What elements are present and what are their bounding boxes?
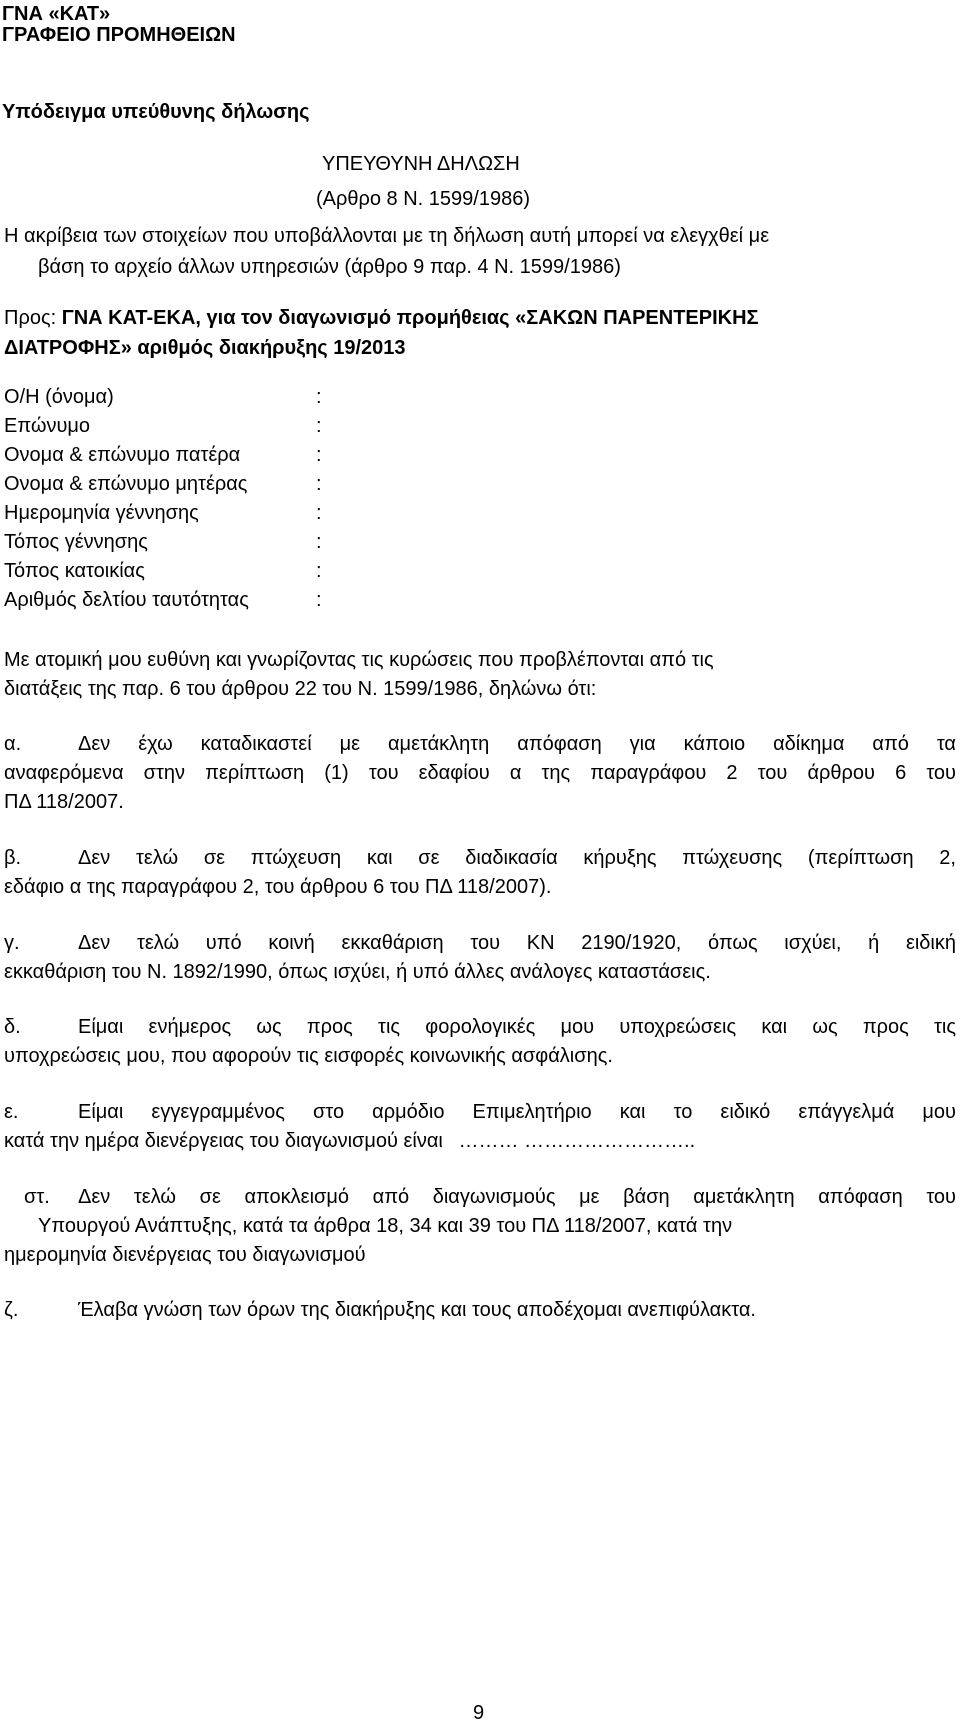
field-label-residence: Τόπος κατοικίας	[4, 560, 145, 582]
field-colon: :	[316, 560, 322, 582]
item-e-marker: ε.	[4, 1101, 19, 1123]
field-colon: :	[316, 531, 322, 553]
doc-title: Υπόδειγμα υπεύθυνης δήλωσης	[2, 101, 310, 123]
item-a-line2: αναφερόμενα στην περίπτωση (1) του εδαφίου α της παραγράφου 2 του άρθρου 6 του	[4, 762, 956, 784]
field-colon: :	[316, 502, 322, 524]
field-label-birthdate: Ημερομηνία γέννησης	[4, 502, 199, 524]
item-c-line2: εκκαθάριση του Ν. 1892/1990, όπως ισχύει, ή υπό άλλες ανάλογες καταστάσεις.	[4, 961, 711, 983]
item-c-line1: Δεν τελώ υπό κοινή εκκαθάριση του ΚΝ 2190/1920, όπως ισχύει, ή ειδική	[78, 932, 956, 954]
field-label-mother: Ονομα & επώνυμο μητέρας	[4, 473, 248, 495]
field-label-father: Ονομα & επώνυμο πατέρα	[4, 444, 241, 466]
declaration-note-line2: βάση το αρχείο άλλων υπηρεσιών (άρθρο 9 παρ. 4 Ν. 1599/1986)	[38, 256, 621, 278]
item-d-line1: Είμαι ενήμερος ως προς τις φορολογικές μου υποχρεώσεις και ως προς τις	[78, 1016, 956, 1038]
item-a-line1: Δεν έχω καταδικαστεί με αμετάκλητη απόφαση για κάποιο αδίκημα από τα	[78, 733, 956, 755]
item-c-marker: γ.	[4, 932, 20, 954]
recipient-prefix: Προς:	[4, 307, 57, 329]
item-e-line1: Είμαι εγγεγραμμένος στο αρμόδιο Επιμελητήριο και το ειδικό επάγγελμά μου	[78, 1101, 956, 1123]
field-colon: :	[316, 415, 322, 437]
field-label-birthplace: Τόπος γέννησης	[4, 531, 148, 553]
item-z-line1: Έλαβα γνώση των όρων της διακήρυξης και τους αποδέχομαι ανεπιφύλακτα.	[78, 1299, 756, 1321]
field-label-surname: Επώνυμο	[4, 415, 91, 437]
intro-line1: Με ατομική μου ευθύνη και γνωρίζοντας τις κυρώσεις που προβλέπονται από τις	[4, 649, 714, 671]
item-b-marker: β.	[4, 847, 22, 869]
item-st-line2: Υπουργού Ανάπτυξης, κατά τα άρθρα 18, 34 και 39 του ΠΔ 118/2007, κατά την	[38, 1215, 733, 1237]
item-a-marker: α.	[4, 733, 22, 755]
item-z-marker: ζ.	[4, 1299, 19, 1321]
item-d-marker: δ.	[4, 1016, 21, 1038]
item-b-line1: Δεν τελώ σε πτώχευση και σε διαδικασία κήρυξης πτώχευσης (περίπτωση 2,	[78, 847, 956, 869]
field-label-id-number: Αριθμός δελτίου ταυτότητας	[4, 589, 249, 611]
field-colon: :	[316, 473, 322, 495]
item-b-line2: εδάφιο α της παραγράφου 2, του άρθρου 6 του ΠΔ 118/2007).	[4, 876, 552, 898]
header-dept: ΓΡΑΦΕΙΟ ΠΡΟΜΗΘΕΙΩΝ	[2, 24, 236, 46]
declaration-law: (Αρθρο 8 Ν. 1599/1986)	[316, 188, 530, 210]
item-e-blank-dots: ……… ……………………..	[458, 1130, 696, 1152]
declaration-title: ΥΠΕΥΘΥΝΗ ΔΗΛΩΣΗ	[322, 153, 520, 175]
item-st-line3: ημερομηνία διενέργειας του διαγωνισμού	[4, 1244, 366, 1266]
field-label-name: Ο/Η (όνομα)	[4, 386, 114, 408]
intro-line2: διατάξεις της παρ. 6 του άρθρου 22 του Ν. 1599/1986, δηλώνω ότι:	[4, 678, 597, 700]
declaration-note-line1: Η ακρίβεια των στοιχείων που υποβάλλονται με τη δήλωση αυτή μπορεί να ελεγχθεί με	[4, 225, 770, 247]
item-e-line2-text: κατά την ημέρα διενέργειας του διαγωνισμού είναι	[4, 1130, 443, 1152]
field-colon: :	[316, 386, 322, 408]
item-e-line2	[4, 1129, 695, 1153]
recipient-bold-line1: ΓΝΑ ΚΑΤ-ΕΚΑ, για τον διαγωνισμό προμήθειας «ΣΑΚΩΝ ΠΑΡΕΝΤΕΡΙΚΗΣ	[61, 307, 759, 329]
field-colon: :	[316, 589, 322, 611]
item-a-line3: ΠΔ 118/2007.	[4, 791, 124, 813]
header-org: ΓΝΑ «ΚΑΤ»	[2, 3, 111, 25]
recipient-line1	[4, 306, 759, 330]
item-d-line2: υποχρεώσεις μου, που αφορούν τις εισφορές κοινωνικής ασφάλισης.	[4, 1045, 613, 1067]
recipient-line2: ΔΙΑΤΡΟΦΗΣ» αριθμός διακήρυξης 19/2013	[4, 337, 406, 359]
page-number: 9	[473, 1702, 485, 1724]
item-st-line1: Δεν τελώ σε αποκλεισμό από διαγωνισμούς με βάση αμετάκλητη απόφαση του	[78, 1186, 956, 1208]
item-st-marker: στ.	[24, 1186, 50, 1208]
field-colon: :	[316, 444, 322, 466]
